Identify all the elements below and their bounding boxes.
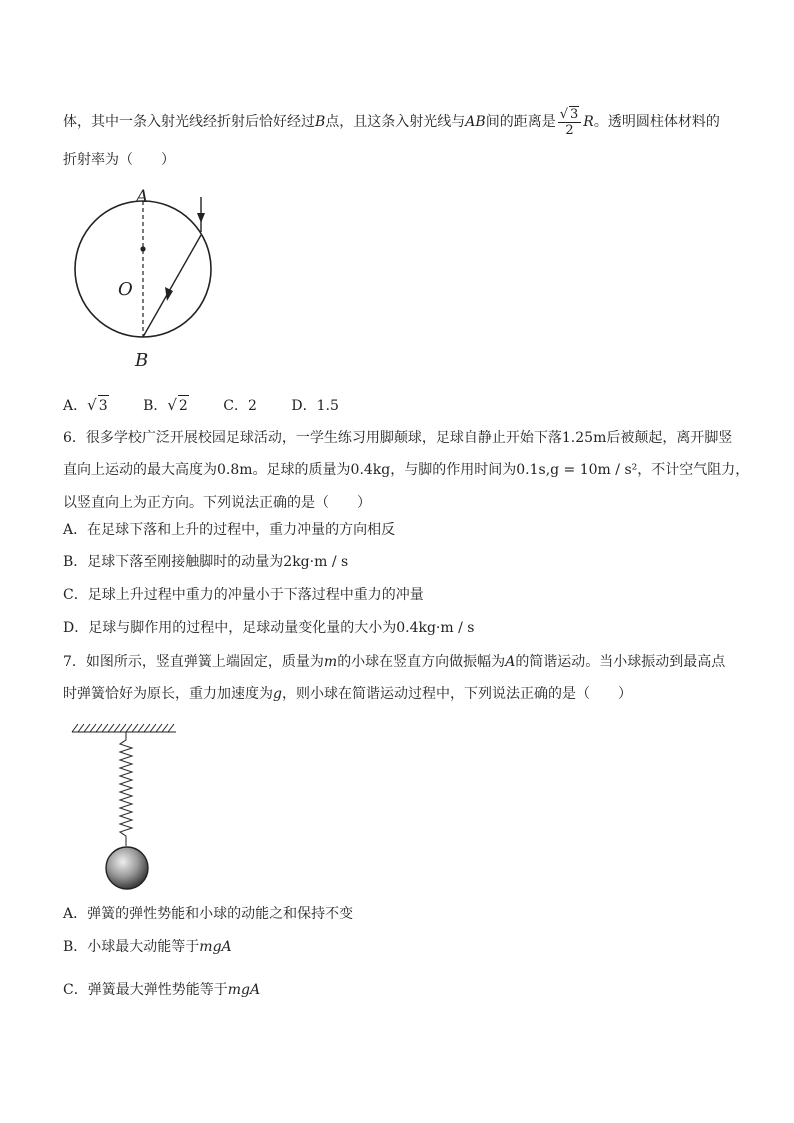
q7-text-b: 的小球在竖直方向做振幅为 xyxy=(337,654,506,670)
q5-option-b-radicand: 2 xyxy=(178,395,189,416)
q7-option-b-formula: mgA xyxy=(199,939,232,955)
q5-option-b[interactable]: B．√ 2 xyxy=(143,396,188,414)
label-a: A xyxy=(136,187,149,207)
amplitude-symbol: A xyxy=(505,654,516,670)
q7-text-e: ，则小球在简谐运动过程中，下列说法正确的是（ ） xyxy=(281,686,632,702)
ball xyxy=(106,847,148,889)
q6-option-c[interactable]: C．足球上升过程中重力的冲量小于下落过程中重力的冲量 xyxy=(63,587,424,603)
q6-stem-line2: 直向上运动的最大高度为0.8m。足球的质量为0.4kg，与脚的作用时间为0.1s,g = 10m / s²，不计空气阻力， xyxy=(63,462,750,478)
radius-symbol: R xyxy=(583,114,594,130)
q7-option-c-text: C．弹簧最大弹性势能等于 xyxy=(63,982,228,998)
incident-arrow-head xyxy=(197,213,205,223)
center-dot xyxy=(140,246,145,251)
point-b-ref: B xyxy=(315,114,326,130)
label-o: O xyxy=(118,279,133,300)
q7-text-c: 的简谐运动。当小球振动到最高点 xyxy=(515,654,726,670)
q5-option-a[interactable]: A．√ 3 xyxy=(63,396,108,414)
ceiling-hatch xyxy=(72,724,176,732)
spring-coil xyxy=(120,732,132,846)
q5-option-a-prefix: A． xyxy=(63,398,88,414)
q5-text-a: 体，其中一条入射光线经折射后恰好经过 xyxy=(63,114,315,130)
q7-option-b[interactable] xyxy=(63,937,232,957)
q7-stem-line2 xyxy=(63,684,632,704)
q7-stem-line1 xyxy=(63,652,725,672)
q5-stem-line1 xyxy=(63,106,720,138)
q5-option-a-radicand: 3 xyxy=(98,395,109,416)
q7-option-a[interactable]: A．弹簧的弹性势能和小球的动能之和保持不变 xyxy=(63,906,354,922)
q5-text-d: 。透明圆柱体材料的 xyxy=(593,114,720,130)
label-b: B xyxy=(135,350,149,371)
fraction-numerator: 3 xyxy=(570,107,579,122)
q6-option-a[interactable]: A．在足球下落和上升的过程中，重力冲量的方向相反 xyxy=(63,522,396,538)
fraction-denominator: 2 xyxy=(565,123,574,138)
q7-option-b-text: B．小球最大动能等于 xyxy=(63,939,200,955)
refracted-ray xyxy=(143,235,201,337)
q5-options xyxy=(63,395,339,416)
gravity-symbol: g xyxy=(273,686,282,702)
distance-fraction: $\frac{√ 3}{2}$ xyxy=(558,106,582,138)
q6-stem-line3: 以竖直向上为正方向。下列说法正确的是（ ） xyxy=(63,495,371,511)
refracted-arrow-head xyxy=(165,287,173,301)
spring-ball-figure xyxy=(66,722,182,892)
q5-stem-line2: 折射率为（ ） xyxy=(63,152,175,168)
mass-symbol: m xyxy=(323,654,338,670)
q5-text-c: 间的距离是 xyxy=(485,114,556,130)
q7-text-d: 时弹簧恰好为原长，重力加速度为 xyxy=(63,686,273,702)
segment-ab-ref: AB xyxy=(465,114,486,130)
q7-text-a: 7．如图所示，竖直弹簧上端固定，质量为 xyxy=(63,654,324,670)
q5-option-d[interactable]: D．1.5 xyxy=(291,398,339,414)
q7-option-c-formula: mgA xyxy=(227,982,261,998)
q7-option-c[interactable] xyxy=(63,980,260,1000)
q6-option-b[interactable]: B．足球下落至刚接触脚时的动量为2kg·m / s xyxy=(63,554,349,570)
q5-option-b-prefix: B． xyxy=(143,398,168,414)
q6-option-d[interactable]: D．足球与脚作用的过程中，足球动量变化量的大小为0.4kg·m / s xyxy=(63,620,475,636)
q6-stem-line1: 6．很多学校广泛开展校园足球活动，一学生练习用脚颠球，足球自静止开始下落1.25m后被颠起，离开脚竖 xyxy=(63,430,733,446)
q5-text-b: 点，且这条入射光线与 xyxy=(325,114,466,130)
cylinder-refraction-figure xyxy=(68,185,218,375)
q5-option-c[interactable]: C．2 xyxy=(223,398,257,414)
